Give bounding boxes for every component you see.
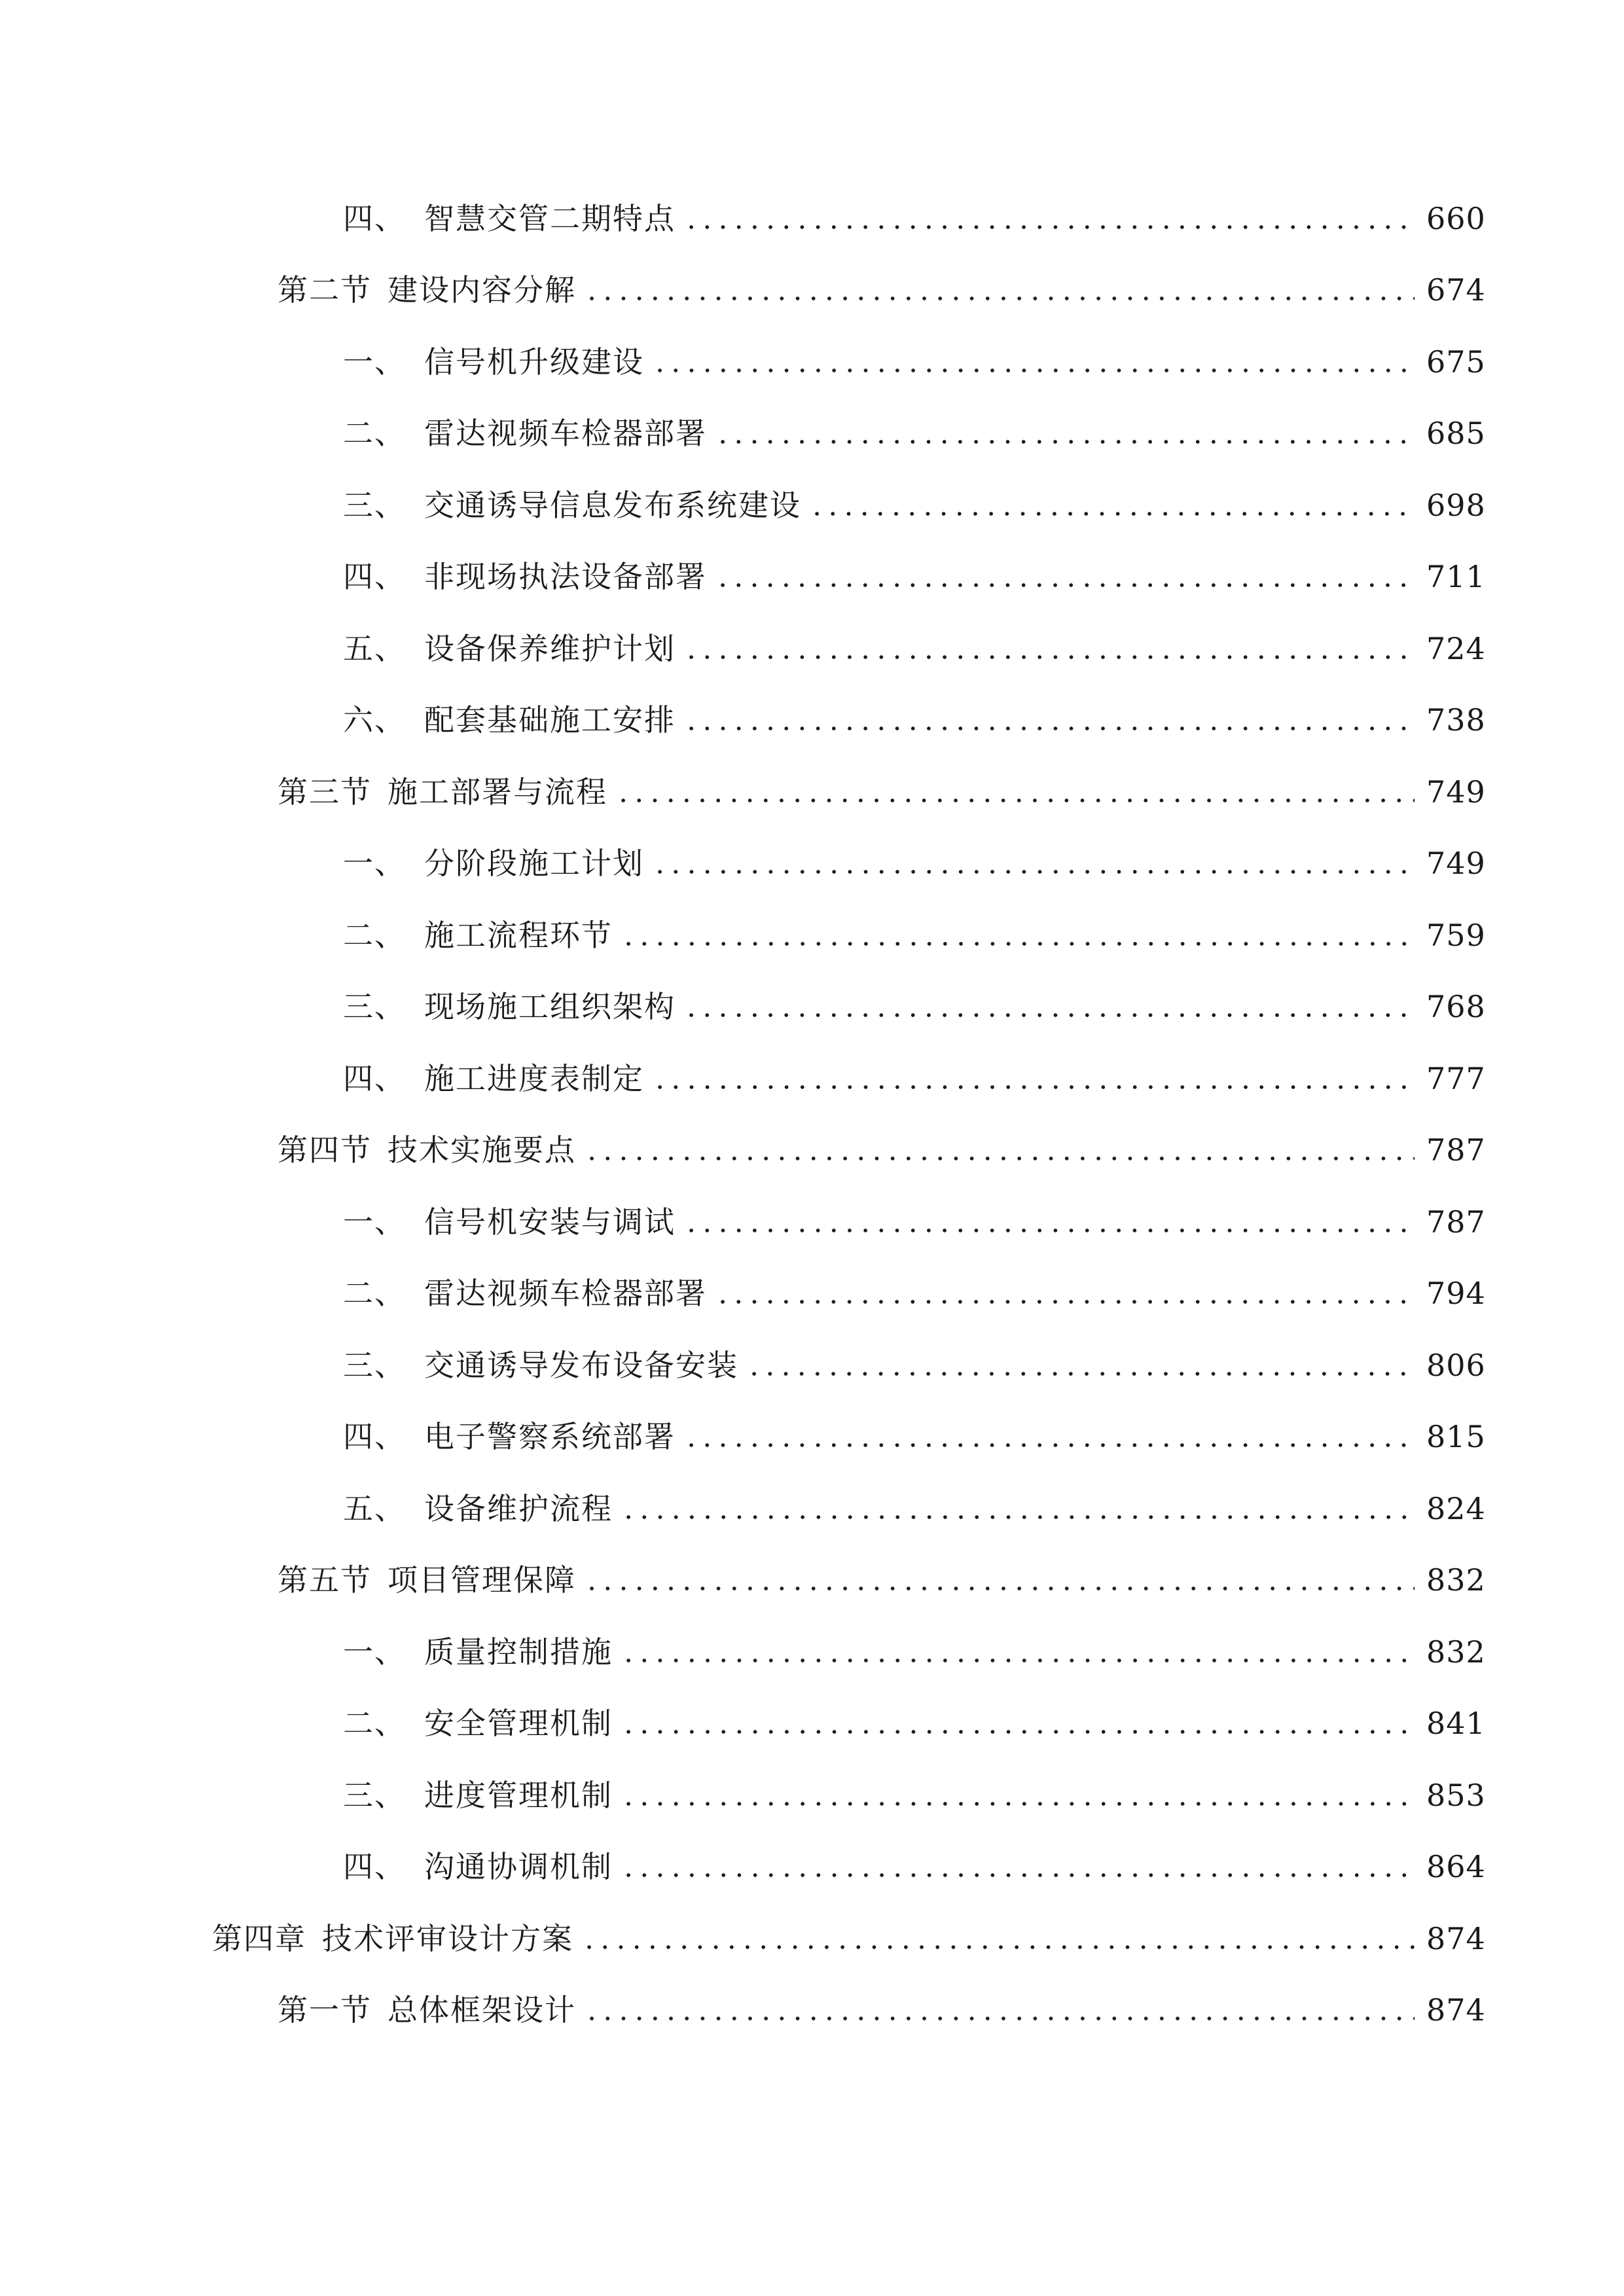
toc-entry-number: 三、 [343, 989, 406, 1025]
toc-entry-number: 一、 [343, 1204, 406, 1240]
toc-entry-page-number: 777 [1426, 1060, 1486, 1096]
toc-entry-page-number: 832 [1426, 1634, 1486, 1670]
dot-leader [683, 987, 1415, 1026]
toc-entry-page-number: 759 [1426, 917, 1486, 953]
toc-entry-number: 四、 [343, 559, 406, 595]
toc-entry-number: 第三节 [278, 774, 372, 810]
toc-entry-number: 四、 [343, 200, 406, 236]
toc-entry-number: 三、 [343, 1347, 406, 1383]
toc-entry-title: 总体框架设计 [388, 1992, 576, 2028]
toc-entry-page-number: 768 [1426, 989, 1486, 1025]
toc-entry[interactable] [0, 1329, 1624, 1401]
toc-entry-page-number: 749 [1426, 774, 1486, 810]
toc-entry-number: 二、 [343, 917, 406, 953]
toc-entry-number: 一、 [343, 846, 406, 882]
toc-entry-page-number: 806 [1426, 1347, 1486, 1383]
toc-entry-page-number: 711 [1426, 559, 1486, 595]
toc-entry-title: 信号机安装与调试 [424, 1204, 676, 1240]
toc-entry-title: 技术实施要点 [388, 1132, 576, 1168]
toc-entry-title: 交通诱导信息发布系统建设 [424, 487, 801, 523]
toc-entry[interactable] [0, 685, 1624, 757]
toc-entry-page-number: 853 [1426, 1777, 1486, 1813]
dot-leader [621, 1704, 1415, 1743]
dot-leader [683, 1417, 1415, 1456]
dot-leader [809, 486, 1415, 525]
toc-entry-number: 四、 [343, 1849, 406, 1885]
toc-entry-title: 现场施工组织架构 [424, 989, 676, 1025]
dot-leader [652, 844, 1415, 883]
toc-entry-title: 配套基础施工安排 [424, 702, 676, 738]
table-of-contents [0, 183, 1624, 2046]
toc-entry-page-number: 738 [1426, 702, 1486, 738]
toc-entry[interactable] [0, 326, 1624, 398]
toc-entry-number: 三、 [343, 1777, 406, 1813]
toc-entry[interactable] [0, 541, 1624, 613]
toc-entry[interactable] [0, 469, 1624, 541]
toc-entry[interactable] [0, 1903, 1624, 1975]
toc-entry-number: 第四节 [278, 1132, 372, 1168]
toc-entry-number: 一、 [343, 344, 406, 380]
toc-entry-number: 第二节 [278, 272, 372, 308]
dot-leader [621, 1489, 1415, 1528]
dot-leader [615, 772, 1415, 812]
toc-entry-title: 交通诱导发布设备安装 [424, 1347, 738, 1383]
toc-entry[interactable] [0, 398, 1624, 470]
toc-entry-title: 施工流程环节 [424, 917, 613, 953]
toc-entry[interactable] [0, 1401, 1624, 1473]
toc-entry-number: 四、 [343, 1060, 406, 1096]
toc-entry-title: 雷达视频车检器部署 [424, 416, 707, 452]
toc-entry-number: 五、 [343, 630, 406, 666]
toc-entry-title: 信号机升级建设 [424, 344, 644, 380]
toc-entry[interactable] [0, 1115, 1624, 1187]
dot-leader [584, 270, 1415, 310]
toc-entry[interactable] [0, 828, 1624, 900]
toc-entry-number: 五、 [343, 1490, 406, 1526]
toc-entry-title: 安全管理机制 [424, 1706, 613, 1742]
dot-leader [715, 1274, 1415, 1313]
toc-entry[interactable] [0, 756, 1624, 828]
dot-leader [683, 700, 1415, 740]
toc-entry-page-number: 841 [1426, 1706, 1486, 1742]
toc-entry[interactable] [0, 1545, 1624, 1617]
toc-entry-title: 进度管理机制 [424, 1777, 613, 1813]
toc-entry[interactable] [0, 613, 1624, 685]
toc-entry-title: 技术评审设计方案 [322, 1920, 573, 1956]
toc-entry-number: 二、 [343, 1276, 406, 1312]
dot-leader [584, 1560, 1415, 1600]
toc-entry[interactable] [0, 1043, 1624, 1115]
toc-entry-number: 三、 [343, 487, 406, 523]
toc-entry[interactable] [0, 1258, 1624, 1330]
toc-entry[interactable] [0, 1759, 1624, 1831]
toc-entry-title: 设备保养维护计划 [424, 630, 676, 666]
dot-leader [652, 1059, 1415, 1098]
toc-entry-title: 智慧交管二期特点 [424, 200, 676, 236]
toc-entry-page-number: 815 [1426, 1419, 1486, 1455]
toc-entry[interactable] [0, 971, 1624, 1043]
toc-entry-title: 雷达视频车检器部署 [424, 1276, 707, 1312]
toc-entry-title: 非现场执法设备部署 [424, 559, 707, 595]
toc-entry-page-number: 824 [1426, 1490, 1486, 1526]
toc-entry-number: 四、 [343, 1419, 406, 1455]
toc-entry-page-number: 864 [1426, 1849, 1486, 1885]
toc-entry-number: 六、 [343, 702, 406, 738]
toc-entry-page-number: 832 [1426, 1562, 1486, 1598]
toc-entry-page-number: 874 [1426, 1992, 1486, 2028]
toc-entry-number: 一、 [343, 1634, 406, 1670]
dot-leader [652, 342, 1415, 382]
toc-entry[interactable] [0, 255, 1624, 327]
toc-entry-number: 二、 [343, 1706, 406, 1742]
toc-entry-title: 项目管理保障 [388, 1562, 576, 1598]
toc-entry-page-number: 724 [1426, 630, 1486, 666]
toc-entry[interactable] [0, 1831, 1624, 1903]
dot-leader [683, 629, 1415, 668]
dot-leader [715, 557, 1415, 596]
dot-leader [683, 1202, 1415, 1242]
dot-leader [584, 1990, 1415, 2030]
dot-leader [683, 199, 1415, 238]
dot-leader [581, 1919, 1415, 1958]
toc-entry-title: 设备维护流程 [424, 1490, 613, 1526]
toc-entry-page-number: 749 [1426, 846, 1486, 882]
dot-leader [621, 1776, 1415, 1815]
toc-entry-page-number: 685 [1426, 416, 1486, 452]
toc-entry-title: 施工进度表制定 [424, 1060, 644, 1096]
toc-entry[interactable] [0, 1473, 1624, 1545]
toc-entry-page-number: 794 [1426, 1276, 1486, 1312]
toc-entry[interactable] [0, 1186, 1624, 1258]
toc-entry-title: 建设内容分解 [388, 272, 576, 308]
toc-entry-page-number: 874 [1426, 1920, 1486, 1956]
toc-entry-number: 第一节 [278, 1992, 372, 2028]
toc-entry[interactable] [0, 183, 1624, 255]
toc-entry[interactable] [0, 1975, 1624, 2047]
dot-leader [746, 1346, 1415, 1385]
dot-leader [621, 1632, 1415, 1672]
dot-leader [621, 916, 1415, 955]
toc-entry-title: 电子警察系统部署 [424, 1419, 676, 1455]
toc-entry[interactable] [0, 1688, 1624, 1760]
toc-entry[interactable] [0, 1616, 1624, 1688]
toc-entry[interactable] [0, 899, 1624, 971]
toc-entry-page-number: 675 [1426, 344, 1486, 380]
toc-entry-page-number: 787 [1426, 1132, 1486, 1168]
toc-entry-page-number: 674 [1426, 272, 1486, 308]
toc-entry-number: 第四章 [212, 1920, 306, 1956]
toc-entry-title: 沟通协调机制 [424, 1849, 613, 1885]
toc-entry-page-number: 660 [1426, 200, 1486, 236]
toc-entry-title: 施工部署与流程 [388, 774, 607, 810]
dot-leader [621, 1847, 1415, 1886]
dot-leader [584, 1130, 1415, 1170]
dot-leader [715, 414, 1415, 453]
toc-entry-page-number: 698 [1426, 487, 1486, 523]
toc-entry-page-number: 787 [1426, 1204, 1486, 1240]
toc-entry-title: 分阶段施工计划 [424, 846, 644, 882]
toc-entry-number: 二、 [343, 416, 406, 452]
toc-entry-title: 质量控制措施 [424, 1634, 613, 1670]
toc-entry-number: 第五节 [278, 1562, 372, 1598]
